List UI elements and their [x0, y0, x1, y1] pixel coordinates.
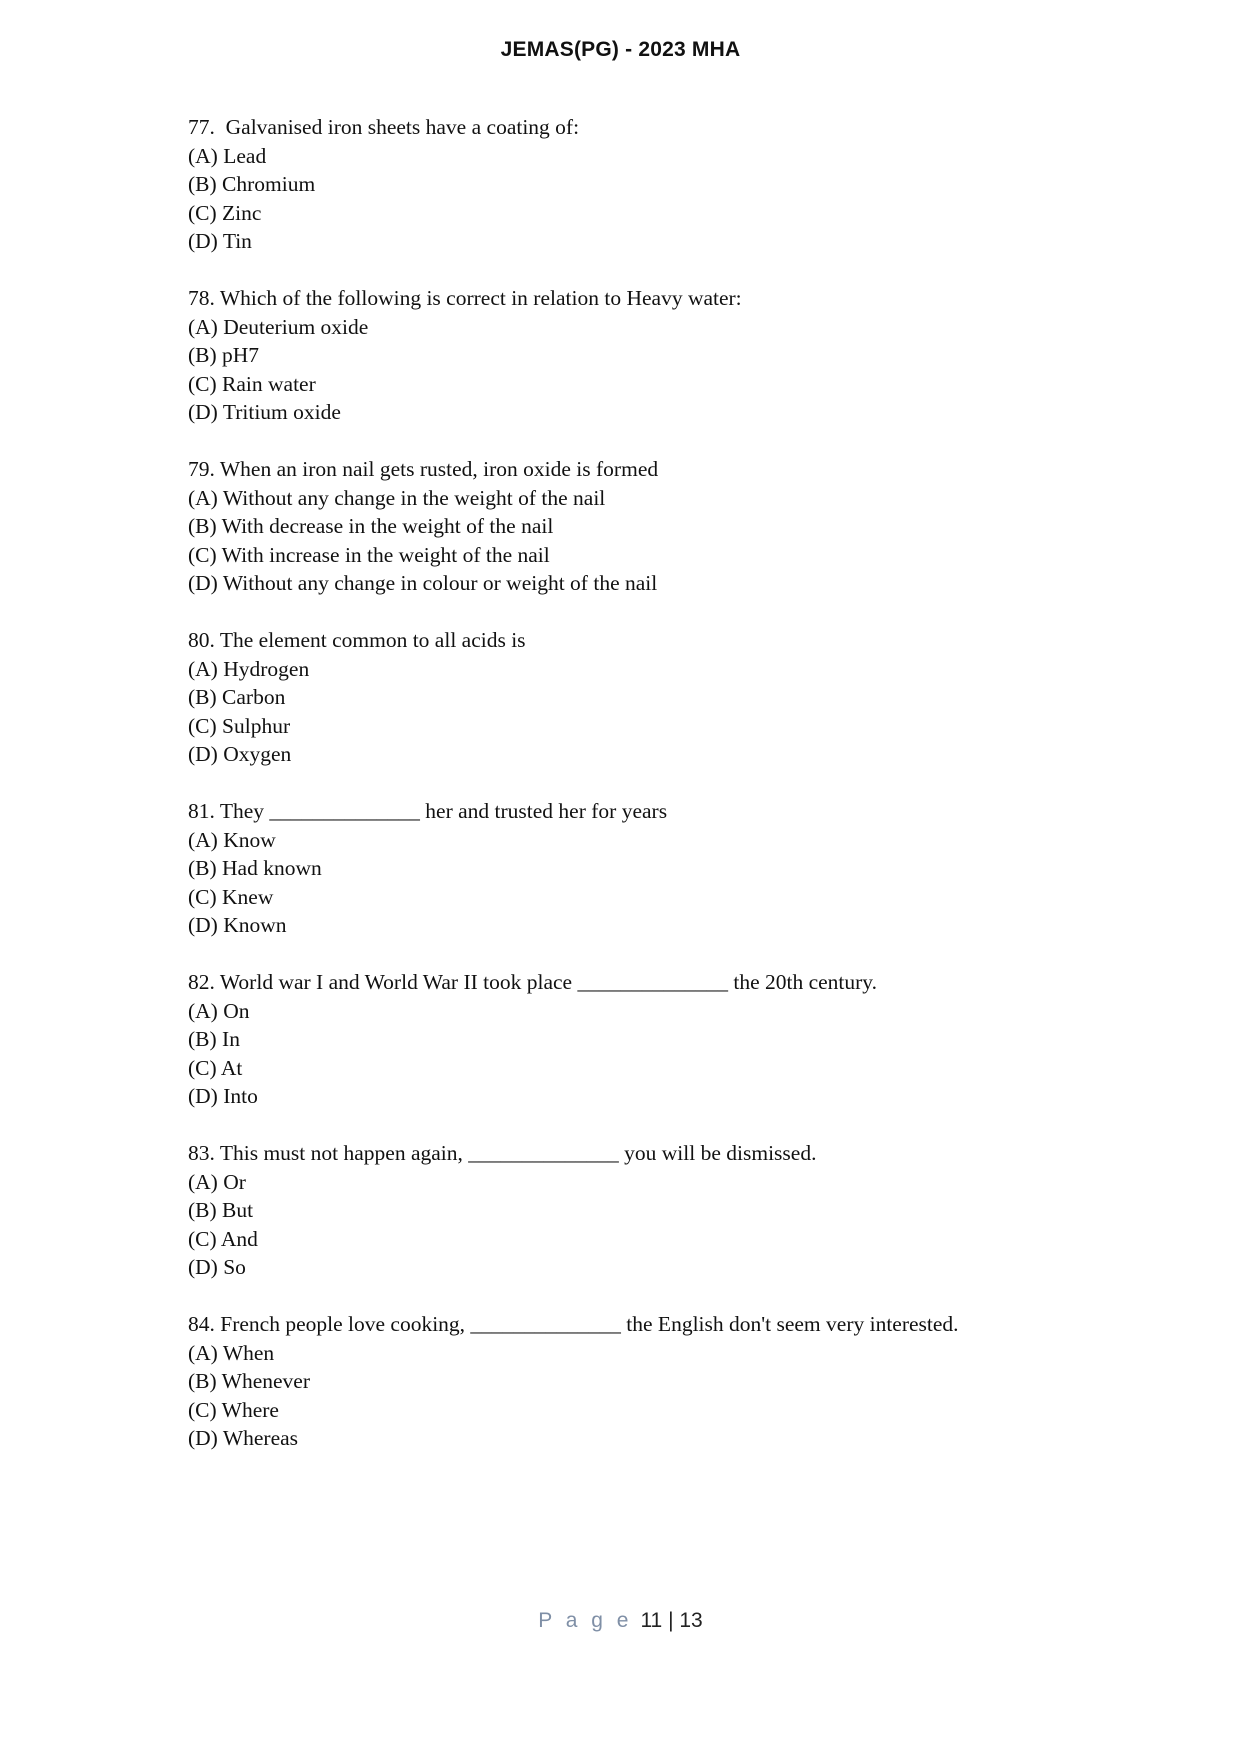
option-a: (A) On — [188, 998, 250, 1023]
question-text: 84. French people love cooking, ______________ the English don't seem very interested. — [188, 1312, 959, 1336]
question-text: 78. Which of the following is correct in relation to Heavy water: — [188, 286, 742, 310]
option-b: (B) In — [188, 1027, 240, 1051]
option-a: (A) Or — [188, 1169, 246, 1194]
question-text: 80. The element common to all acids is — [188, 628, 526, 652]
page-number: 11 | 13 — [640, 1609, 703, 1632]
question-84 — [188, 1310, 1088, 1481]
option-b: (B) With decrease in the weight of the nail — [188, 514, 554, 538]
option-b: (B) pH7 — [188, 343, 260, 367]
option-a: (A) Lead — [188, 143, 267, 168]
question-78 — [188, 284, 1088, 455]
page-header-title: JEMAS(PG) - 2023 MHA — [500, 38, 741, 61]
option-b: (B) Had known — [188, 856, 322, 880]
option-d: (D) Without any change in colour or weight of the nail — [188, 571, 658, 595]
question-83 — [188, 1139, 1088, 1310]
page-footer — [0, 1609, 1241, 1633]
question-82 — [188, 968, 1088, 1139]
question-text: 81. They ______________ her and trusted her for years — [188, 799, 668, 823]
option-c: (C) At — [188, 1055, 243, 1080]
question-80 — [188, 626, 1088, 797]
option-d: (D) Known — [188, 913, 287, 937]
question-text: 82. World war I and World War II took place ______________ the 20th century. — [188, 970, 878, 994]
option-c: (C) Rain water — [188, 371, 316, 396]
option-c: (C) Knew — [188, 884, 274, 909]
option-d: (D) Tritium oxide — [188, 400, 341, 424]
option-b: (B) Whenever — [188, 1369, 310, 1393]
option-b: (B) Chromium — [188, 172, 316, 196]
option-c: (C) Where — [188, 1397, 279, 1422]
question-77 — [188, 113, 1088, 284]
option-a: (A) Know — [188, 827, 276, 852]
option-b: (B) But — [188, 1198, 254, 1222]
option-d: (D) So — [188, 1255, 246, 1279]
option-d: (D) Into — [188, 1084, 258, 1108]
option-a: (A) Without any change in the weight of the nail — [188, 485, 606, 510]
page-label: P a g e — [538, 1609, 633, 1632]
option-d: (D) Whereas — [188, 1426, 299, 1450]
option-a: (A) Deuterium oxide — [188, 314, 369, 339]
question-list — [188, 113, 1088, 1481]
question-79 — [188, 455, 1088, 626]
option-c: (C) With increase in the weight of the nail — [188, 542, 550, 567]
option-a: (A) Hydrogen — [188, 656, 310, 681]
option-a: (A) When — [188, 1340, 275, 1365]
option-c: (C) Sulphur — [188, 713, 291, 738]
option-c: (C) Zinc — [188, 200, 262, 225]
option-d: (D) Tin — [188, 229, 252, 253]
question-text: 83. This must not happen again, ______________ you will be dismissed. — [188, 1141, 817, 1165]
question-text: 77. Galvanised iron sheets have a coating of: — [188, 115, 580, 139]
option-d: (D) Oxygen — [188, 742, 292, 766]
question-81 — [188, 797, 1088, 968]
option-c: (C) And — [188, 1226, 258, 1251]
option-b: (B) Carbon — [188, 685, 286, 709]
question-text: 79. When an iron nail gets rusted, iron oxide is formed — [188, 457, 659, 481]
